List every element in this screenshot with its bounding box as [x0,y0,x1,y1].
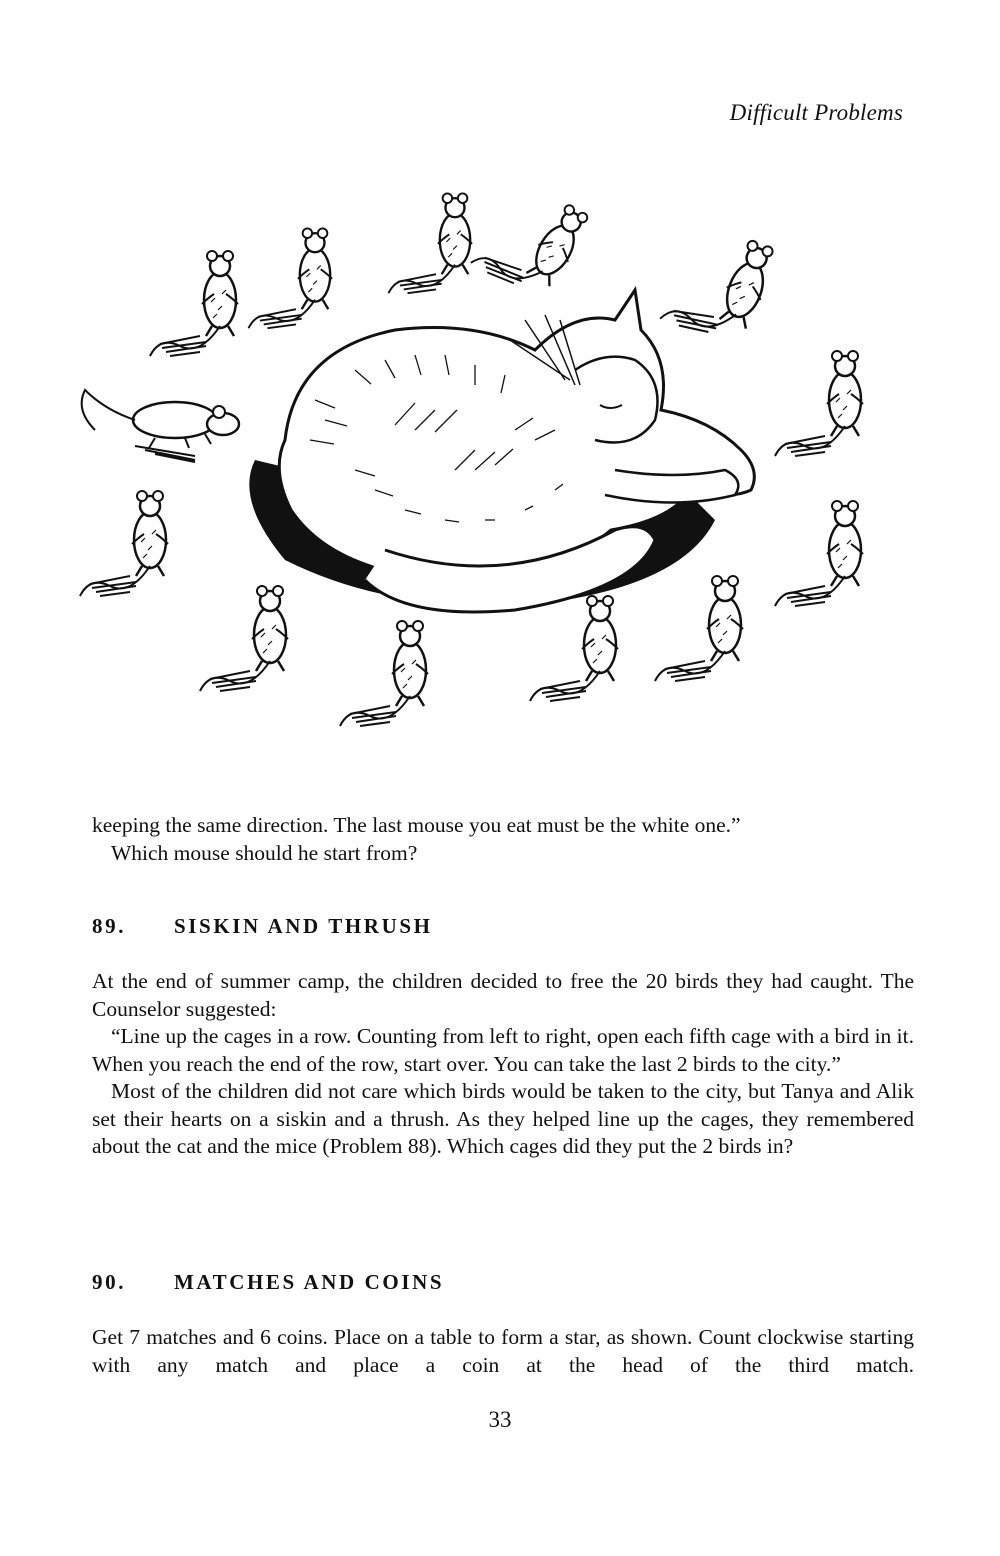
mouse-icon-2 [249,228,333,328]
mouse-icon-6 [775,351,863,456]
cat-and-mice-illustration-icon [55,170,945,770]
mouse-icon-11 [200,586,288,691]
mouse-icon-3 [389,193,473,293]
mouse-icon-10 [340,621,428,726]
page-number: 33 [488,1407,512,1432]
problem-89-title: SISKIN AND THRUSH [174,914,433,938]
mouse-icon-12 [80,491,168,596]
mouse-icon-9 [530,596,618,701]
problem-90-body [92,1324,914,1379]
running-head: Difficult Problems [729,100,903,125]
mouse-icon-1 [150,251,238,356]
problem-90-number: 90. [92,1270,127,1294]
problem-89-body [92,968,914,1161]
problem-89-paragraph-3: Most of the children did not care which birds would be taken to the city, but Tanya and Alik set their hearts on a siskin and a thrush. As they helped line up the cages, they remembered about the cat and the mice (Problem 88). Which cages did they put the 2 birds in? [92,1079,914,1158]
problem-89-heading [92,914,433,939]
mouse-icon-5 [660,220,779,349]
mouse-icon-8 [655,576,743,681]
problem-90-title: MATCHES AND COINS [174,1270,445,1294]
mouse-icon-7 [775,501,863,606]
continuation-line-1: keeping the same direction. The last mouse you eat must be the white one.” [92,813,741,837]
mouse-icon-4 [471,176,593,304]
problem-90-heading [92,1270,444,1295]
problem-89-paragraph-2: “Line up the cages in a row. Counting from left to right, open each fifth cage with a bird in it. When you reach the end of the row, start over. You can take the last 2 birds to the city.” [92,1024,914,1076]
continuation-line-2: Which mouse should he start from? [111,840,418,865]
problem-89-paragraph-1: At the end of summer camp, the children decided to free the 20 birds they had caught. The Counselor suggested: [92,969,914,1021]
problem-89-number: 89. [92,914,127,938]
problem-90-paragraph-1: Get 7 matches and 6 coins. Place on a table to form a star, as shown. Count clockwise starting with any match and place a coin at the head of the third match. [92,1325,914,1377]
white-mouse-icon [82,390,239,462]
continuation-text [92,812,914,867]
